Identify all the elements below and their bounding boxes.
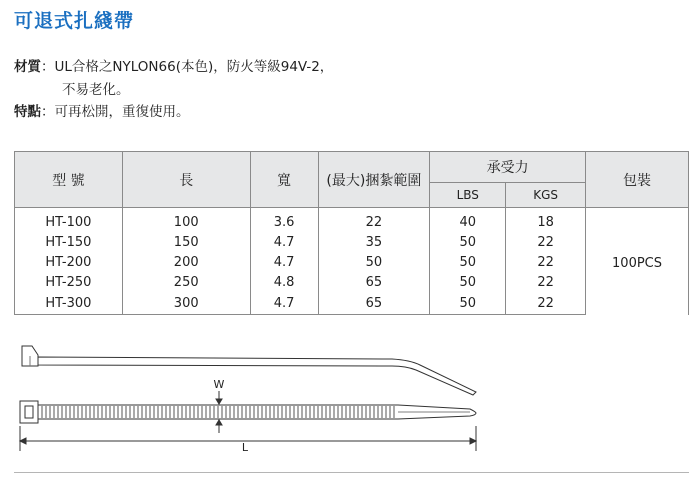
cell-kgs: 22 xyxy=(506,272,586,292)
cell-bundle: 65 xyxy=(318,272,430,292)
cell-width: 4.7 xyxy=(250,232,318,252)
header-kgs: KGS xyxy=(506,183,586,208)
cell-model: HT-300 xyxy=(15,292,123,315)
width-label: W xyxy=(213,378,225,391)
header-lbs: LBS xyxy=(430,183,506,208)
cell-kgs: 22 xyxy=(506,232,586,252)
page-title: 可退式扎綫帶 xyxy=(14,10,135,32)
cell-model: HT-100 xyxy=(15,208,123,233)
cell-length: 200 xyxy=(122,252,250,272)
cell-kgs: 22 xyxy=(506,252,586,272)
cell-package: 100PCS xyxy=(586,208,689,315)
cell-bundle: 35 xyxy=(318,232,430,252)
cell-bundle: 50 xyxy=(318,252,430,272)
cell-lbs: 50 xyxy=(430,292,506,315)
cell-kgs: 22 xyxy=(506,292,586,315)
header-length: 長 xyxy=(122,152,250,208)
length-label: L xyxy=(241,441,249,454)
cell-width: 4.8 xyxy=(250,272,318,292)
header-bundle-range: (最大)捆紮範圍 xyxy=(318,152,430,208)
cell-model: HT-200 xyxy=(15,252,123,272)
cell-lbs: 40 xyxy=(430,208,506,233)
cell-bundle: 65 xyxy=(318,292,430,315)
cell-lbs: 50 xyxy=(430,232,506,252)
cell-width: 4.7 xyxy=(250,252,318,272)
material-spec-continued: 不易老化。 xyxy=(62,82,130,98)
cell-model: HT-150 xyxy=(15,232,123,252)
cell-length: 150 xyxy=(122,232,250,252)
cell-lbs: 50 xyxy=(430,272,506,292)
cell-lbs: 50 xyxy=(430,252,506,272)
cable-tie-diagram xyxy=(0,335,700,470)
cell-width: 4.7 xyxy=(250,292,318,315)
material-spec xyxy=(14,55,333,75)
cable-tie-side-view xyxy=(22,346,476,395)
material-text: ：UL合格之NYLON66(本色)，防火等級94V-2， xyxy=(41,59,334,75)
cable-tie-top-view xyxy=(20,401,476,423)
material-label: 材質 xyxy=(14,59,41,75)
header-width: 寬 xyxy=(250,152,318,208)
header-tensile-strength: 承受力 xyxy=(430,152,586,183)
feature-spec xyxy=(14,100,190,120)
cell-model: HT-250 xyxy=(15,272,123,292)
cell-length: 100 xyxy=(122,208,250,233)
cell-bundle: 22 xyxy=(318,208,430,233)
header-model: 型 號 xyxy=(15,152,123,208)
table-row xyxy=(15,208,689,233)
cell-kgs: 18 xyxy=(506,208,586,233)
cell-length: 250 xyxy=(122,272,250,292)
cell-width: 3.6 xyxy=(250,208,318,233)
header-package: 包裝 xyxy=(586,152,689,208)
bottom-divider xyxy=(14,472,689,473)
feature-text: ：可再松開，重復使用。 xyxy=(41,104,190,120)
cell-length: 300 xyxy=(122,292,250,315)
feature-label: 特點 xyxy=(14,104,41,120)
spec-table xyxy=(14,151,689,315)
